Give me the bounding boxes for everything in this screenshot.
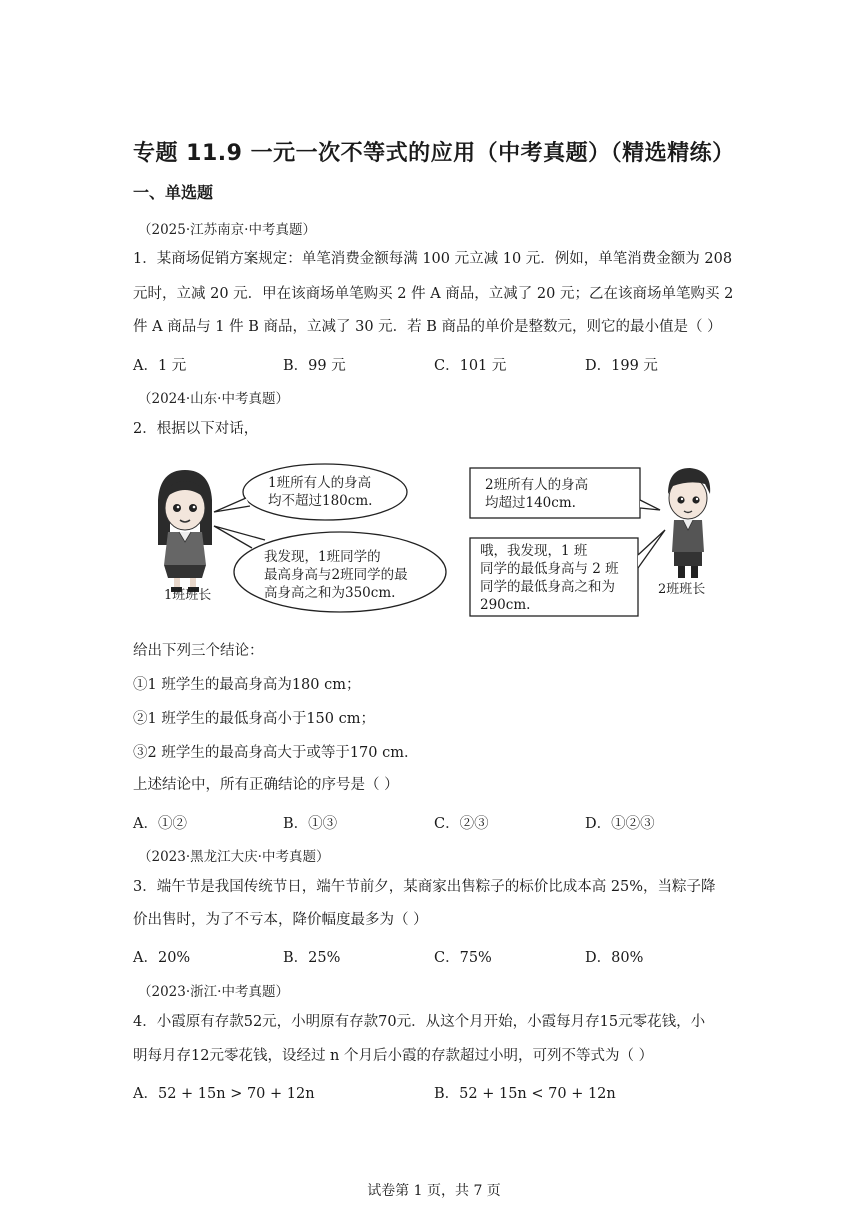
boy-bubble-1-text: 2班所有人的身高 均超过140cm.: [485, 477, 589, 511]
q4-option-a[interactable]: A．52 + 15n > 70 + 12n: [133, 1086, 315, 1102]
boy-bubble-2-text: 哦，我发现，1 班 同学的最低身高与 2 班 同学的最低身高之和为 290cm.: [480, 543, 619, 613]
boy-class2-monitor-icon: [668, 468, 710, 578]
dialogue-figure-drawing: [140, 460, 720, 625]
girl-class1-monitor-icon: [158, 470, 212, 592]
girl-label: 1班班长: [164, 588, 212, 603]
q2-conclusion-3: ③2 班学生的最高身高大于或等于170 cm．: [133, 745, 419, 761]
q2-option-d[interactable]: D．①②③: [585, 816, 655, 832]
q1-line-1: 1．某商场促销方案规定：单笔消费金额每满 100 元立减 10 元．例如，单笔消费金额为 208: [133, 251, 733, 267]
q3-line-1: 3．端午节是我国传统节日，端午节前夕，某商家出售粽子的标价比成本高 25%，当粽子降: [133, 879, 716, 895]
q1-option-c[interactable]: C．101 元: [434, 358, 507, 374]
q1-source: （2025·江苏南京·中考真题）: [138, 222, 316, 238]
q1-option-b[interactable]: B．99 元: [283, 358, 346, 374]
q2-conclusion-1: ①1 班学生的最高身高为180 cm；: [133, 677, 361, 693]
q1-line-2: 元时，立减 20 元．甲在该商场单笔购买 2 件 A 商品，立减了 20 元；乙在该商场单笔购买 2: [133, 286, 734, 302]
q2-line-1: 2．根据以下对话，: [133, 421, 259, 437]
q2-option-a[interactable]: A．①②: [133, 816, 187, 832]
q2-prompt: 上述结论中，所有正确结论的序号是（ ）: [133, 777, 399, 793]
q4-option-b[interactable]: B．52 + 15n < 70 + 12n: [434, 1086, 616, 1102]
girl-bubble-1-text: 1班所有人的身高 均不超过180cm.: [268, 475, 373, 509]
q1-line-3: 件 A 商品与 1 件 B 商品，立减了 30 元．若 B 商品的单价是整数元，则它的最小值是（ ）: [133, 319, 722, 335]
q3-source: （2023·黑龙江大庆·中考真题）: [138, 849, 330, 865]
section-heading: 一、单选题: [133, 183, 214, 202]
q4-source: （2023·浙江·中考真题）: [138, 984, 289, 1000]
q3-option-b[interactable]: B．25%: [283, 950, 341, 966]
boy-label: 2班班长: [658, 582, 706, 597]
q2-option-c[interactable]: C．②③: [434, 816, 489, 832]
page-footer: 试卷第 1 页，共 7 页: [367, 1183, 501, 1199]
q3-option-a[interactable]: A．20%: [133, 950, 191, 966]
q2-after-1: 给出下列三个结论：: [133, 643, 264, 659]
dialogue-figure: [140, 460, 720, 625]
q2-source: （2024·山东·中考真题）: [138, 391, 289, 407]
q1-option-d[interactable]: D．199 元: [585, 358, 658, 374]
q2-option-b[interactable]: B．①③: [283, 816, 338, 832]
q3-option-c[interactable]: C．75%: [434, 950, 492, 966]
page-title: 专题 11.9 一元一次不等式的应用（中考真题）（精选精练）: [133, 141, 735, 166]
q3-line-2: 价出售时，为了不亏本，降价幅度最多为（ ）: [133, 912, 428, 928]
girl-bubble-2-text: 我发现，1班同学的 最高身高与2班同学的最 高身高之和为350cm.: [264, 549, 408, 601]
q4-line-1: 4．小霞原有存款52元，小明原有存款70元．从这个月开始，小霞每月存15元零花钱，小: [133, 1014, 706, 1030]
q2-conclusion-2: ②1 班学生的最低身高小于150 cm；: [133, 711, 375, 727]
q4-line-2: 明每月存12元零花钱，设经过 n 个月后小霞的存款超过小明，可列不等式为（ ）: [133, 1048, 654, 1064]
q1-option-a[interactable]: A．1 元: [133, 358, 187, 374]
q3-option-d[interactable]: D．80%: [585, 950, 644, 966]
